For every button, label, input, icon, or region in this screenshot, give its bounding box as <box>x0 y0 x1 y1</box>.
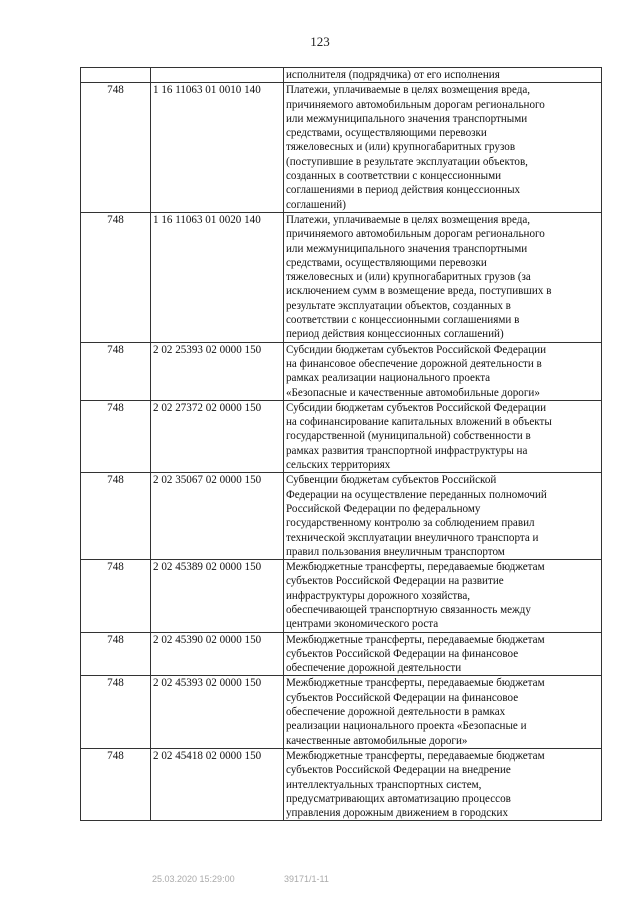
revenue-description-cell <box>284 748 602 820</box>
table-row <box>81 212 602 342</box>
description-line: сельских территориях <box>286 459 391 472</box>
description-line: государственному контролю за соблюдением правил <box>286 517 535 530</box>
table-row <box>81 748 602 820</box>
admin-code-cell: 748 <box>81 212 151 342</box>
admin-code-cell <box>81 68 151 83</box>
description-line: центрами экономического роста <box>286 618 439 631</box>
revenue-description-cell <box>284 83 602 213</box>
footer-timestamp: 25.03.2020 15:29:00 <box>152 874 235 884</box>
table-body <box>81 68 602 821</box>
admin-code-cell: 748 <box>81 400 151 472</box>
description-line: субъектов Российской Федерации на финансовое <box>286 647 519 660</box>
budget-classification-code-cell: 2 02 35067 02 0000 150 <box>151 473 284 560</box>
description-line: исключением сумм в возмещение вреда, поступивших в <box>286 285 552 298</box>
description-line: на финансовое обеспечение дорожной деятельности в <box>286 357 542 370</box>
description-line: субъектов Российской Федерации на финансовое <box>286 691 519 704</box>
revenue-description-cell <box>284 676 602 748</box>
description-line: интеллектуальных транспортных систем, <box>286 778 482 791</box>
budget-codes-table <box>80 67 602 821</box>
table-row <box>81 400 602 472</box>
description-line: государственной (муниципальной) собственности в <box>286 430 531 443</box>
description-line: рамках реализации национального проекта <box>286 372 491 385</box>
description-line: Платежи, уплачиваемые в целях возмещения вреда, <box>286 213 531 226</box>
revenue-description-cell <box>284 342 602 400</box>
table-row <box>81 473 602 560</box>
description-line: реализации национального проекта «Безопасные и <box>286 720 527 733</box>
description-line: обеспечение дорожной деятельности в рамках <box>286 706 506 719</box>
description-line: Межбюджетные трансферты, передаваемые бюджетам <box>286 561 545 574</box>
admin-code-cell: 748 <box>81 473 151 560</box>
description-line: Федерации на осуществление переданных полномочий <box>286 488 547 501</box>
description-line: Платежи, уплачиваемые в целях возмещения вреда, <box>286 84 531 97</box>
admin-code-cell: 748 <box>81 342 151 400</box>
description-line: обеспечивающей транспортную связанность между <box>286 603 531 616</box>
description-line: соответствии с концессионными соглашениями в <box>286 314 520 327</box>
budget-classification-code-cell: 1 16 11063 01 0020 140 <box>151 212 284 342</box>
description-line: инфраструктуры дорожного хозяйства, <box>286 589 471 602</box>
budget-classification-code-cell: 2 02 25393 02 0000 150 <box>151 342 284 400</box>
description-line: Субсидии бюджетам субъектов Российской Федерации <box>286 401 547 414</box>
description-line: субъектов Российской Федерации на развитие <box>286 575 504 588</box>
table-row <box>81 342 602 400</box>
revenue-description-cell <box>284 68 602 83</box>
table-row <box>81 676 602 748</box>
description-line: Субсидии бюджетам субъектов Российской Федерации <box>286 343 547 356</box>
revenue-description-cell <box>284 632 602 676</box>
budget-classification-code-cell: 2 02 27372 02 0000 150 <box>151 400 284 472</box>
page-number: 123 <box>310 34 330 49</box>
description-line: Российской Федерации по федеральному <box>286 502 481 515</box>
description-line: «Безопасные и качественные автомобильные дороги» <box>286 386 540 399</box>
description-line: или межмуниципального значения транспортными <box>286 242 528 255</box>
table-row <box>81 68 602 83</box>
description-line: период действия концессионных соглашений) <box>286 328 504 341</box>
description-line: исполнителя (подрядчика) от его исполнения <box>286 69 500 81</box>
revenue-description-cell <box>284 560 602 632</box>
description-line: причиняемого автомобильным дорогам регионального <box>286 98 545 111</box>
description-line: на софинансирование капитальных вложений в объекты <box>286 416 552 429</box>
description-line: рамках развития транспортной инфраструктуры на <box>286 444 528 457</box>
admin-code-cell: 748 <box>81 748 151 820</box>
budget-classification-code-cell: 1 16 11063 01 0010 140 <box>151 83 284 213</box>
description-line: Субвенции бюджетам субъектов Российской <box>286 474 497 487</box>
description-line: субъектов Российской Федерации на внедрение <box>286 764 511 777</box>
description-line: средствами, осуществляющими перевозки <box>286 256 487 269</box>
description-line: (поступившие в результате эксплуатации объектов, <box>286 155 528 168</box>
description-line: соглашениями в период действия концессионных <box>286 184 521 197</box>
revenue-description-cell <box>284 400 602 472</box>
description-line: причиняемого автомобильным дорогам регионального <box>286 228 545 241</box>
description-line: или межмуниципального значения транспортными <box>286 112 528 125</box>
description-line: технической эксплуатации внеуличного транспорта и <box>286 531 539 544</box>
admin-code-cell: 748 <box>81 676 151 748</box>
description-line: средствами, осуществляющими перевозки <box>286 127 487 140</box>
revenue-description-cell <box>284 212 602 342</box>
description-line: Межбюджетные трансферты, передаваемые бюджетам <box>286 749 545 762</box>
table-row <box>81 560 602 632</box>
table-row <box>81 632 602 676</box>
description-line: правил пользования внеуличным транспортом <box>286 545 505 558</box>
budget-classification-code-cell: 2 02 45393 02 0000 150 <box>151 676 284 748</box>
budget-classification-code-cell: 2 02 45418 02 0000 150 <box>151 748 284 820</box>
admin-code-cell: 748 <box>81 632 151 676</box>
footer-document-id: 39171/1-11 <box>284 874 329 884</box>
description-line: тяжеловесных и (или) крупногабаритных грузов <box>286 141 516 154</box>
table-row <box>81 83 602 213</box>
budget-classification-code-cell: 2 02 45389 02 0000 150 <box>151 560 284 632</box>
description-line: качественные автомобильные дороги» <box>286 734 468 747</box>
description-line: Межбюджетные трансферты, передаваемые бюджетам <box>286 677 545 690</box>
description-line: созданных в соответствии с концессионными <box>286 170 502 183</box>
budget-classification-code-cell: 2 02 45390 02 0000 150 <box>151 632 284 676</box>
admin-code-cell: 748 <box>81 83 151 213</box>
description-line: Межбюджетные трансферты, передаваемые бюджетам <box>286 633 545 646</box>
admin-code-cell: 748 <box>81 560 151 632</box>
description-line: обеспечение дорожной деятельности <box>286 662 462 675</box>
revenue-description-cell <box>284 473 602 560</box>
description-line: управления дорожным движением в городских <box>286 807 509 820</box>
description-line: результате эксплуатации объектов, созданных в <box>286 299 511 312</box>
description-line: соглашений) <box>286 198 346 211</box>
description-line: предусматривающих автоматизацию процессов <box>286 792 511 805</box>
budget-classification-code-cell <box>151 68 284 83</box>
description-line: тяжеловесных и (или) крупногабаритных грузов (за <box>286 271 531 284</box>
